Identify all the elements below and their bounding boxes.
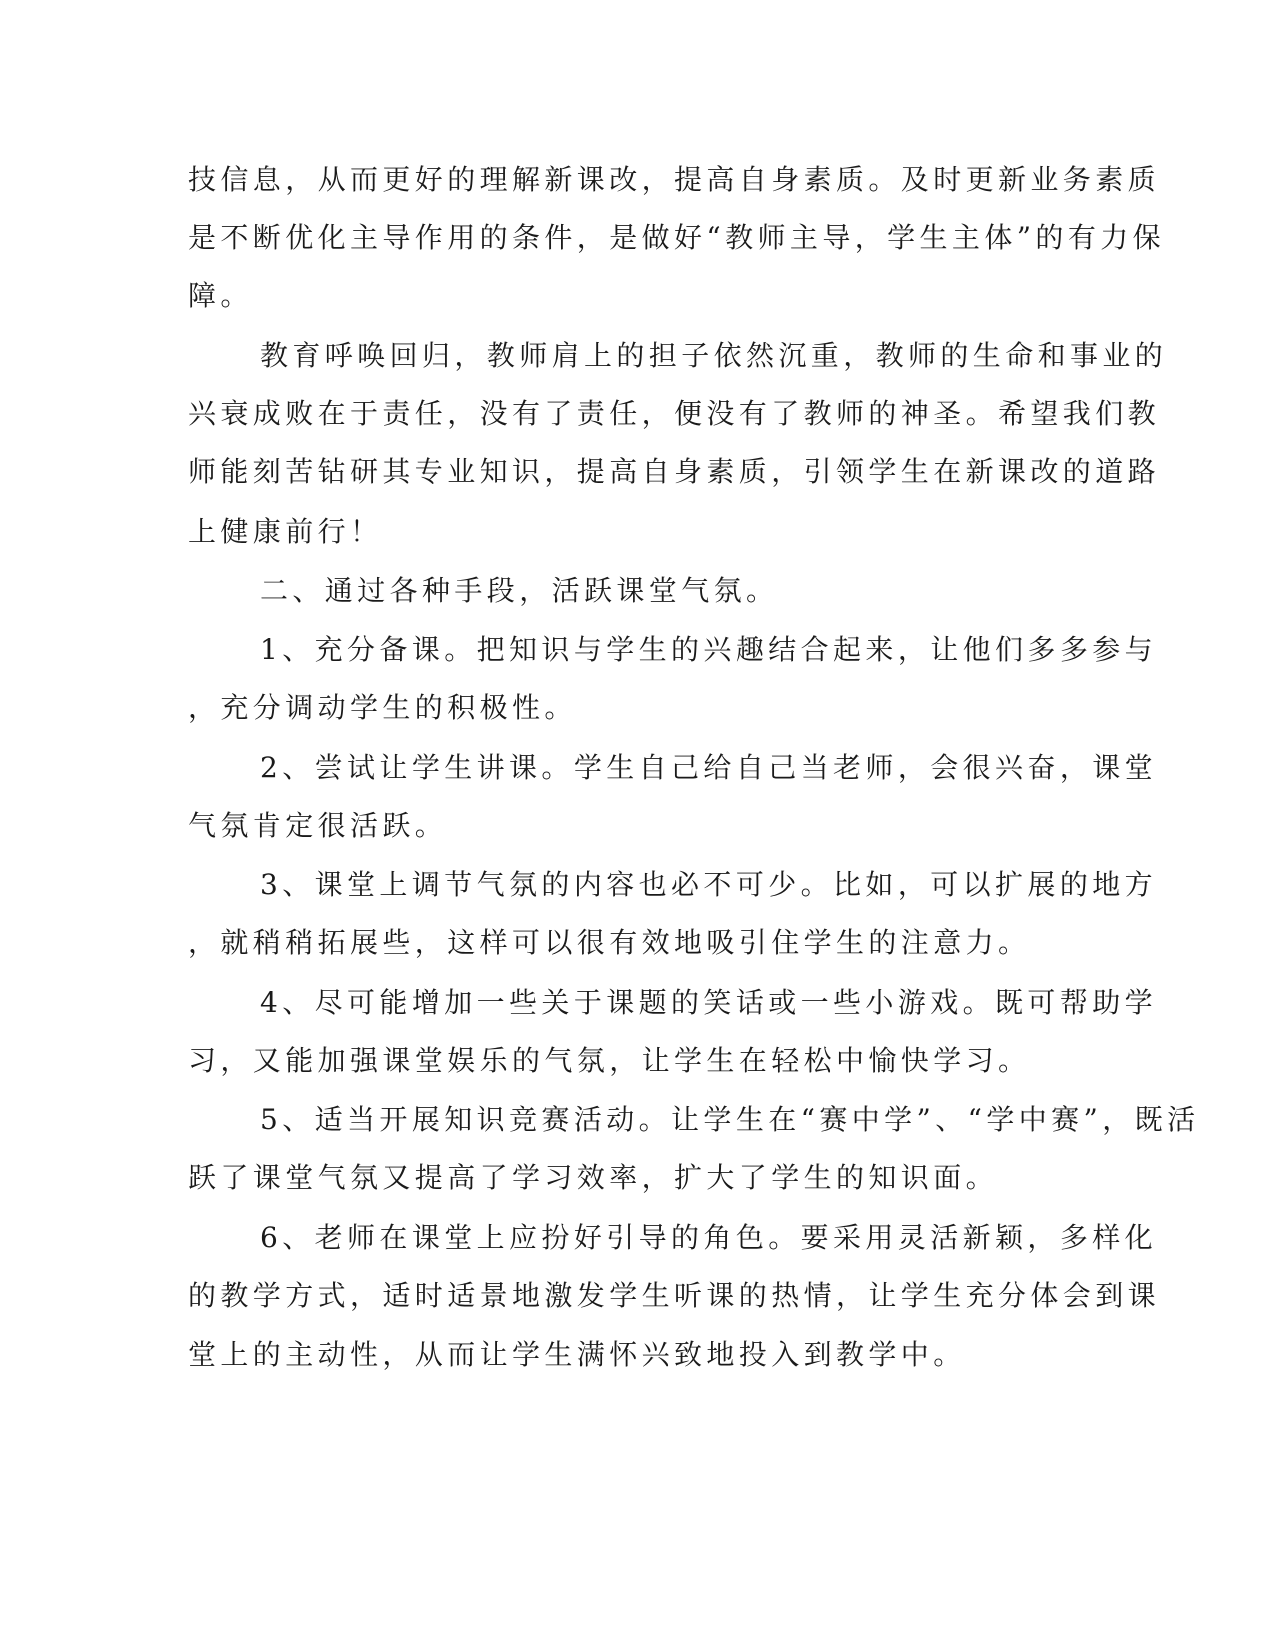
- list-item-3: 3、课堂上调节气氛的内容也必不可少。比如，可以扩展的地方: [260, 868, 1158, 901]
- text-line: 的教学方式，适时适景地激发学生听课的热情，让学生充分体会到课: [188, 1279, 1161, 1312]
- list-item-6: 6、老师在课堂上应扮好引导的角色。要采用灵活新颖，多样化: [260, 1221, 1158, 1254]
- text-line: 障。: [188, 279, 253, 312]
- list-item-5: 5、适当开展知识竞赛活动。让学生在“赛中学”、“学中赛”，既活: [260, 1103, 1200, 1136]
- text-line: 气氛肯定很活跃。: [188, 809, 448, 842]
- text-line: 堂上的主动性，从而让学生满怀兴致地投入到教学中。: [188, 1338, 966, 1371]
- text-line: 技信息，从而更好的理解新课改，提高自身素质。及时更新业务素质: [188, 163, 1161, 196]
- list-item-2: 2、尝试让学生讲课。学生自己给自己当老师，会很兴奋，课堂: [260, 751, 1158, 784]
- list-item-1: 1、充分备课。把知识与学生的兴趣结合起来，让他们多多参与: [260, 633, 1158, 666]
- text-line: 上健康前行！: [188, 515, 383, 548]
- paragraph-start-line: 教育呼唤回归，教师肩上的担子依然沉重，教师的生命和事业的: [260, 339, 1168, 372]
- section-heading: 二、通过各种手段，活跃课堂气氛。: [260, 574, 779, 607]
- text-line: ，充分调动学生的积极性。: [188, 691, 577, 724]
- text-line: 跃了课堂气氛又提高了学习效率，扩大了学生的知识面。: [188, 1161, 999, 1194]
- text-line: 习，又能加强课堂娱乐的气氛，让学生在轻松中愉快学习。: [188, 1044, 1031, 1077]
- text-line: 兴衰成败在于责任，没有了责任，便没有了教师的神圣。希望我们教: [188, 397, 1161, 430]
- text-line: 师能刻苦钻研其专业知识，提高自身素质，引领学生在新课改的道路: [188, 455, 1161, 488]
- text-line: 是不断优化主导作用的条件，是做好“教师主导，学生主体”的有力保: [188, 221, 1166, 254]
- list-item-4: 4、尽可能增加一些关于课题的笑话或一些小游戏。既可帮助学: [260, 986, 1158, 1019]
- text-line: ，就稍稍拓展些，这样可以很有效地吸引住学生的注意力。: [188, 926, 1031, 959]
